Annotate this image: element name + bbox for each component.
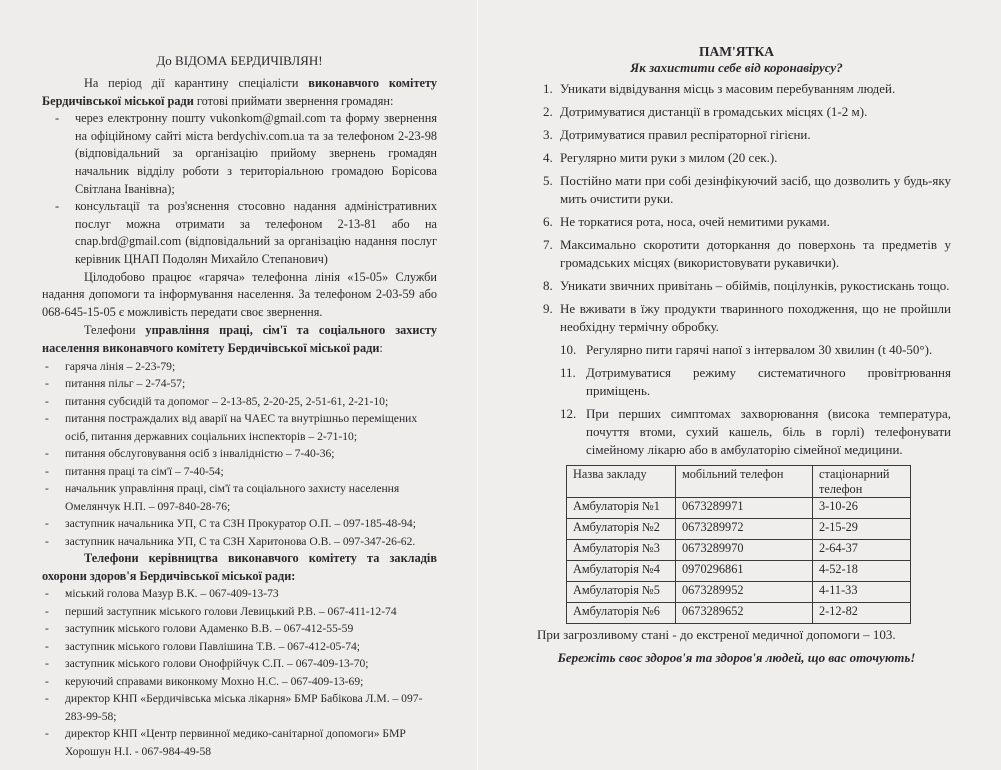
rule-text: Дотримуватися дистанції в громадських місцях (1-2 м). [560, 104, 868, 119]
bullet-dash: - [45, 674, 49, 688]
social-item-text: гаряча лінія – 2-23-79; [65, 359, 176, 373]
leadership-item-text: директор КНП «Центр первинної медико-санітарної допомоги» БМР Хорошун Н.І. - 067-984-49-58 [65, 727, 406, 758]
leadership-item-text: заступник міського голови Адаменко В.В. – 067-412-55-59 [65, 622, 354, 636]
leadership-item [45, 655, 437, 673]
social-header-suffix: : [379, 340, 383, 355]
channel-item [55, 110, 437, 198]
rule-number: 2. [543, 104, 553, 119]
channel-text: через електронну пошту vukonkom@gmail.com та форму звернення на офіційному сайті міста berdychiv.com.ua та за телефоном 2-23-98 (відповідальний за організацію прийому звернень громадян начальник відділу роботи з територіальною громадою Борісова Світлана Іванівна); [75, 111, 437, 196]
rule-number: 4. [543, 150, 553, 165]
bullet-dash: - [45, 604, 49, 618]
leadership-item-text: перший заступник міського голови Левицький Р.В. – 067-411-12-74 [65, 604, 397, 618]
rule-item [543, 126, 951, 144]
rule-text: Уникати звичних привітань – обіймів, поцілунків, рукостискань тощо. [560, 278, 950, 293]
rule-number: 3. [543, 127, 553, 142]
leadership-item [45, 603, 437, 621]
bullet-dash: - [45, 657, 49, 671]
table-row [567, 540, 911, 561]
table-row [567, 498, 911, 519]
bullet-dash: - [45, 377, 49, 390]
ambulatory-table [566, 465, 911, 624]
rule-item [543, 80, 951, 98]
table-cell: 0673289952 [676, 582, 813, 603]
rule-text: Дотримуватися правил респіраторної гігієни. [560, 127, 811, 142]
left-page [0, 0, 477, 770]
leadership-list [42, 585, 437, 760]
social-item [45, 445, 437, 463]
bullet-dash: - [55, 111, 60, 126]
leadership-item-text: міський голова Мазур В.К. – 067-409-13-73 [65, 587, 279, 601]
table-cell: Амбулаторія №4 [567, 561, 676, 582]
social-list [42, 358, 437, 551]
social-item [45, 358, 437, 376]
rule-item [560, 341, 951, 359]
social-item-text: питання пільг – 2-74-57; [65, 377, 186, 390]
rule-number: 11. [560, 365, 576, 380]
social-item-text: начальник управління праці, сім'ї та соціального захисту населення Омелянчук Н.П. – 097-840-28-76; [65, 482, 400, 513]
social-item [45, 463, 437, 481]
rule-text: Не вживати в їжу продукти тваринного походження, що не пройшли необхідну термічну обробку. [560, 301, 951, 334]
social-item-text: питання праці та сім'ї – 7-40-54; [65, 464, 224, 478]
bullet-dash: - [45, 412, 49, 425]
table-header-cell: мобільний телефон [676, 466, 813, 498]
intro-paragraph [42, 75, 437, 110]
leadership-item [45, 690, 437, 725]
bullet-dash: - [45, 482, 49, 495]
leadership-item [45, 620, 437, 638]
rule-text: Дотримуватися режиму систематичного провітрювання приміщень. [586, 365, 951, 398]
rule-text: Постійно мати при собі дезінфікуючий засіб, що дозволить у будь-яку мить очистити руки. [560, 173, 951, 206]
table-row [567, 561, 911, 582]
rule-item [560, 405, 951, 459]
table-row [567, 582, 911, 603]
channel-list [42, 110, 437, 268]
table-cell: 2-15-29 [813, 519, 911, 540]
rule-text: Уникати відвідування місць з масовим перебуванням людей. [560, 81, 896, 96]
rule-number: 7. [543, 237, 553, 252]
table-cell: Амбулаторія №6 [567, 603, 676, 624]
rule-text: Максимально скоротити доторкання до поверхонь та предметів у громадських місцях (використовувати рукавички). [560, 237, 951, 270]
memo-subtitle: Як захистити себе від коронавірусу? [630, 60, 843, 75]
leadership-item [45, 585, 437, 603]
bullet-dash: - [45, 587, 49, 601]
leadership-item-text: заступник міського голови Онофрійчук С.П. – 067-409-13-70; [65, 657, 369, 671]
social-item [45, 533, 437, 551]
bullet-dash: - [45, 692, 49, 706]
social-header-bold: управління праці, сім'ї та соціального захисту населення виконавчого комітету Бердичівської міської ради [42, 323, 437, 355]
table-cell: Амбулаторія №1 [567, 498, 676, 519]
emergency-note: При загрозливому стані - до екстреної медичної допомоги – 103. [537, 627, 896, 642]
intro-bold: виконавчого комітету Бердичівської міської ради [42, 76, 437, 108]
table-header-cell: Назва закладу [567, 466, 676, 498]
social-header [42, 322, 437, 357]
social-item [45, 515, 437, 533]
social-item [45, 393, 437, 411]
table-cell: 3-10-26 [813, 498, 911, 519]
bullet-dash: - [45, 517, 49, 530]
social-item-text: питання постраждалих від аварії на ЧАЕС та внутрішньо переміщених осіб, питання державних соціальних інспекторів – 2-71-10; [65, 412, 418, 443]
rule-item [543, 277, 951, 295]
bullet-dash: - [45, 464, 49, 478]
leadership-header: Телефони керівництва виконавчого комітету та закладів охорони здоров'я Бердичівської міської ради: [42, 551, 437, 583]
rule-number: 10. [560, 342, 577, 357]
leadership-item-text: заступник міського голови Павлішина Т.В. – 067-412-05-74; [65, 639, 361, 653]
closing-slogan: Бережіть своє здоров'я та здоров'я людей, що вас оточують! [557, 650, 916, 665]
leadership-item [45, 725, 437, 760]
social-item-text: заступник начальника УП, С та СЗН Прокуратор О.П. – 097-185-48-94; [65, 517, 416, 530]
intro-suffix: готові приймати звернення громадян: [193, 93, 394, 108]
rule-item [543, 236, 951, 272]
table-row [567, 519, 911, 540]
channel-item [55, 198, 437, 268]
leadership-item [45, 673, 437, 691]
bullet-dash: - [45, 447, 49, 460]
rule-number: 9. [543, 301, 553, 316]
rule-item [543, 172, 951, 208]
bullet-dash: - [45, 727, 49, 741]
rule-number: 5. [543, 173, 553, 188]
social-item [45, 410, 437, 445]
rule-number: 8. [543, 278, 553, 293]
table-cell: 0673289970 [676, 540, 813, 561]
table-cell: 0970296861 [676, 561, 813, 582]
social-item [45, 375, 437, 393]
bullet-dash: - [45, 394, 49, 408]
social-header-prefix: Телефони [84, 323, 146, 338]
left-page-title: До ВІДОМА БЕРДИЧІВЛЯН! [156, 53, 323, 68]
table-header-cell: стаціонарний телефон [813, 466, 911, 498]
table-cell: 2-64-37 [813, 540, 911, 561]
table-cell: Амбулаторія №5 [567, 582, 676, 603]
rule-text: Регулярно пити гарячі напої з інтервалом 30 хвилин (t 40-50°). [586, 342, 933, 357]
rule-number: 12. [560, 406, 577, 421]
bullet-dash: - [45, 359, 49, 373]
bullet-dash: - [45, 534, 49, 548]
table-cell: 0673289972 [676, 519, 813, 540]
rule-number: 6. [543, 214, 553, 229]
social-item-text: питання обслуговування осіб з інвалідністю – 7-40-36; [65, 447, 335, 460]
table-cell: 0673289971 [676, 498, 813, 519]
table-cell: 4-11-33 [813, 582, 911, 603]
intro-prefix: На період дії карантину спеціалісти [84, 76, 309, 90]
social-item-text: заступник начальника УП, С та СЗН Харитонова О.В. – 097-347-26-62. [65, 534, 416, 548]
rule-item [543, 213, 951, 231]
table-cell: 0673289652 [676, 603, 813, 624]
table-row [567, 603, 911, 624]
hotline-paragraph: Цілодобово працює «гаряча» телефонна лінія «15-05» Служби надання допомоги та інформування населення. За телефоном 2-03-59 або 068-645-15-05 є можливість передати своє звернення. [42, 269, 437, 319]
rule-text: При перших симптомах захворювання (висока температура, почуття втоми, сухий кашель, біль в горлі) телефонувати сімейному лікарю або в амбулаторію сімейної медицини. [586, 406, 951, 457]
rule-text: Регулярно мити руки з милом (20 сек.). [560, 150, 778, 165]
rule-text: Не торкатися рота, носа, очей немитими руками. [560, 214, 830, 229]
rule-item [543, 149, 951, 167]
table-cell: 4-52-18 [813, 561, 911, 582]
bullet-dash: - [45, 639, 49, 653]
channel-text: консультації та роз'яснення стосовно надання адміністративних послуг можна отримати за телефоном 2-13-81 або на cnap.brd@gmail.com (відповідальний за організацію надання послуг керівник ЦНАП Подолян Михайло Степанович) [75, 199, 437, 266]
bullet-dash: - [45, 622, 49, 636]
social-item [45, 480, 437, 515]
leadership-item-text: керуючий справами виконкому Мохно Н.С. – 067-409-13-69; [65, 674, 364, 688]
rule-number: 1. [543, 81, 553, 96]
leadership-item-text: директор КНП «Бердичівська міська лікарня» БМР Бабікова Л.М. – 097-283-99-58; [65, 692, 423, 723]
social-item-text: питання субсидій та допомог – 2-13-85, 2-20-25, 2-51-61, 2-21-10; [65, 394, 389, 408]
table-cell: Амбулаторія №2 [567, 519, 676, 540]
bullet-dash: - [55, 199, 60, 214]
rule-item [543, 103, 951, 121]
rule-item [543, 300, 951, 336]
leadership-item [45, 638, 437, 656]
right-page [478, 0, 1001, 770]
memo-title: ПАМ'ЯТКА [698, 44, 775, 59]
table-cell: 2-12-82 [813, 603, 911, 624]
rule-item [560, 364, 951, 400]
table-header-row [567, 466, 911, 498]
table-cell: Амбулаторія №3 [567, 540, 676, 561]
